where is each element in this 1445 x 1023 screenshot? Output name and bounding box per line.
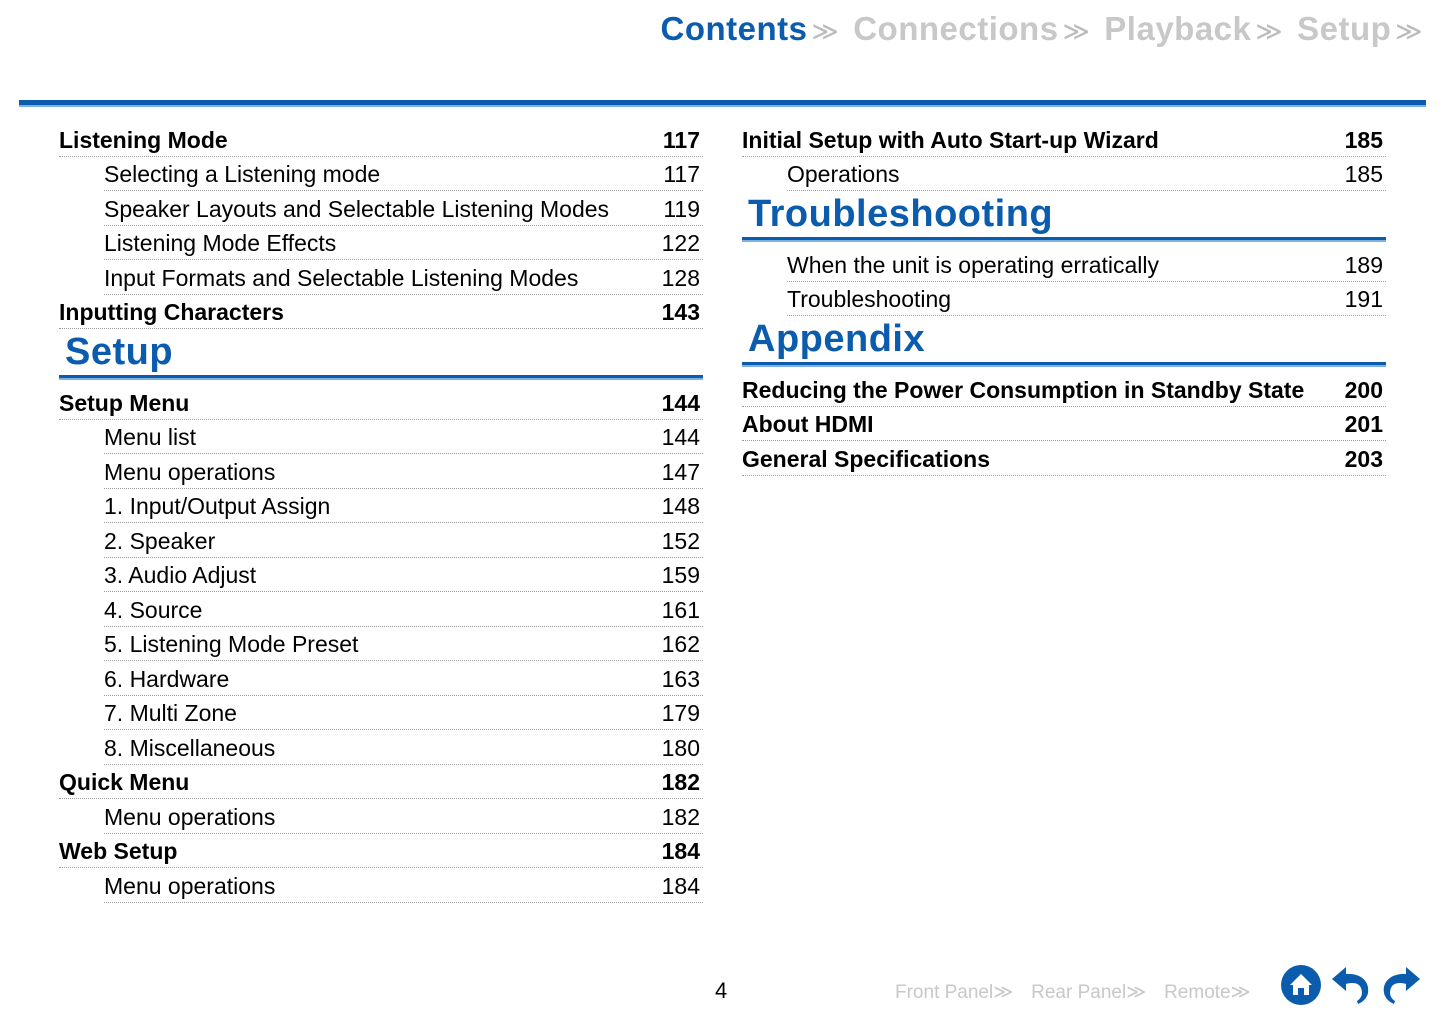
- toc-entry[interactable]: [104, 799, 703, 834]
- toc-entry-label: Input Formats and Selectable Listening Modes: [104, 264, 579, 291]
- toc-entry-label: Menu operations: [104, 872, 276, 899]
- toc-entry-label: 1. Input/Output Assign: [104, 493, 331, 519]
- toc-entry-page: 162: [661, 631, 700, 657]
- toc-entry-page: 119: [663, 195, 700, 222]
- section-heading-text: Setup: [65, 331, 174, 373]
- toc-entry-label: Initial Setup with Auto Start-up Wizard: [742, 126, 1159, 153]
- section-heading-text: Appendix: [748, 318, 926, 360]
- nav-tab-setup[interactable]: [1297, 10, 1423, 48]
- chevron-double-right-icon: ≫: [811, 16, 840, 46]
- chevron-double-right-icon: ≫: [1255, 16, 1284, 46]
- toc-entry-page: 203: [1344, 445, 1383, 472]
- toc-entry[interactable]: [59, 765, 703, 800]
- toc-entry[interactable]: [104, 157, 703, 192]
- toc-entry[interactable]: [742, 122, 1386, 157]
- toc-entry-label: Listening Mode Effects: [104, 230, 337, 256]
- nav-tab-label: Contents: [660, 10, 808, 47]
- toc-entry[interactable]: [59, 385, 703, 420]
- toc-entry[interactable]: [104, 523, 703, 558]
- toc-entry-page: 179: [661, 700, 700, 726]
- toc-entry[interactable]: [104, 260, 703, 295]
- toc-entry-label: Menu operations: [104, 458, 276, 485]
- toc-entry-page: 182: [661, 803, 700, 830]
- footer-link-label: Remote: [1164, 982, 1231, 1003]
- toc-entry-page: 182: [661, 769, 700, 795]
- toc-entry[interactable]: [104, 696, 703, 731]
- footer-icons: [1280, 964, 1422, 1006]
- toc-entry-page: 122: [661, 230, 700, 256]
- toc-entry-label: Selecting a Listening mode: [104, 161, 381, 187]
- toc-entry[interactable]: [104, 592, 703, 627]
- toc-entry-page: 163: [661, 665, 700, 692]
- toc-entry[interactable]: [104, 730, 703, 765]
- toc-entry-label: 7. Multi Zone: [104, 700, 237, 726]
- toc-entry[interactable]: [742, 372, 1386, 407]
- toc-entry-label: About HDMI: [742, 411, 874, 437]
- forward-icon[interactable]: [1380, 965, 1422, 1005]
- toc-entry-page: 180: [661, 734, 700, 761]
- nav-tab-label: Playback: [1104, 10, 1252, 47]
- toc-entry-page: 200: [1344, 376, 1383, 403]
- toc-entry-page: 159: [661, 562, 700, 588]
- toc-right-column: [742, 122, 1386, 476]
- toc-entry[interactable]: [104, 661, 703, 696]
- chevron-double-right-icon: ≫: [993, 982, 1014, 1003]
- footer-link-label: Front Panel: [895, 982, 994, 1003]
- toc-entry[interactable]: [59, 122, 703, 157]
- toc-entry-page: 148: [661, 493, 700, 519]
- toc-entry-page: 147: [661, 458, 700, 485]
- toc-entry-page: 185: [1344, 161, 1383, 187]
- toc-entry-label: Listening Mode: [59, 126, 228, 153]
- toc-entry-label: 3. Audio Adjust: [104, 562, 257, 588]
- toc-entry[interactable]: [59, 834, 703, 869]
- toc-entry-label: 8. Miscellaneous: [104, 734, 276, 761]
- toc-entry-label: Speaker Layouts and Selectable Listening Modes: [104, 195, 610, 222]
- toc-left-column: [59, 122, 703, 903]
- header-divider: [19, 100, 1426, 107]
- toc-entry-label: General Specifications: [742, 445, 990, 472]
- nav-tab-connections[interactable]: [853, 10, 1090, 48]
- toc-entry-page: 117: [662, 126, 700, 153]
- toc-entry[interactable]: [104, 454, 703, 489]
- footer-links: [895, 981, 1251, 1004]
- toc-entry-page: 161: [661, 596, 700, 623]
- toc-entry-label: 6. Hardware: [104, 665, 230, 692]
- toc-entry[interactable]: [742, 441, 1386, 476]
- chevron-double-right-icon: ≫: [1062, 16, 1091, 46]
- toc-entry-label: Setup Menu: [59, 389, 190, 416]
- toc-entry-label: Web Setup: [59, 838, 178, 864]
- toc-entry-page: 201: [1344, 411, 1383, 437]
- toc-entry-page: 184: [661, 872, 700, 899]
- chevron-double-right-icon: ≫: [1395, 16, 1423, 46]
- toc-entry[interactable]: [787, 247, 1386, 282]
- toc-entry-page: 143: [661, 299, 700, 325]
- top-navigation: [661, 10, 1424, 48]
- toc-entry[interactable]: [787, 282, 1386, 317]
- section-heading: [742, 191, 1386, 247]
- section-heading-text: Troubleshooting: [748, 193, 1054, 235]
- toc-entry-label: Menu list: [104, 424, 197, 450]
- toc-entry[interactable]: [742, 407, 1386, 442]
- toc-entry[interactable]: [104, 489, 703, 524]
- chevron-double-right-icon: ≫: [1126, 982, 1147, 1003]
- toc-entry-page: 144: [661, 389, 700, 416]
- toc-entry[interactable]: [104, 191, 703, 226]
- toc-entry-page: 128: [661, 264, 700, 291]
- toc-entry[interactable]: [104, 868, 703, 903]
- toc-entry[interactable]: [104, 558, 703, 593]
- footer-link[interactable]: [1031, 981, 1146, 1004]
- toc-entry-label: When the unit is operating erratically: [787, 251, 1160, 278]
- home-icon[interactable]: [1280, 964, 1322, 1006]
- toc-entry-label: 5. Listening Mode Preset: [104, 631, 359, 657]
- toc-entry-label: Troubleshooting: [787, 286, 952, 312]
- toc-entry[interactable]: [59, 295, 703, 330]
- back-icon[interactable]: [1330, 965, 1372, 1005]
- toc-entry-page: 152: [661, 527, 700, 554]
- toc-entry-page: 191: [1344, 286, 1383, 312]
- nav-tab-contents[interactable]: [661, 10, 840, 48]
- toc-entry-page: 144: [661, 424, 700, 450]
- toc-entry-label: Quick Menu: [59, 769, 190, 795]
- toc-entry[interactable]: [104, 627, 703, 662]
- toc-entry-label: 2. Speaker: [104, 527, 216, 554]
- toc-entry-page: 189: [1344, 251, 1383, 278]
- toc-entry-page: 117: [663, 161, 700, 187]
- chevron-double-right-icon: ≫: [1230, 982, 1251, 1003]
- nav-tab-label: Connections: [853, 10, 1059, 47]
- toc-entry-label: Operations: [787, 161, 900, 187]
- toc-entry-label: Menu operations: [104, 803, 276, 830]
- toc-entry-page: 185: [1344, 126, 1383, 153]
- footer-link[interactable]: [1164, 981, 1250, 1004]
- toc-entry[interactable]: [104, 420, 703, 455]
- footer-link[interactable]: [895, 981, 1013, 1004]
- nav-tab-label: Setup: [1297, 10, 1392, 47]
- toc-entry[interactable]: [104, 226, 703, 261]
- section-heading: [742, 316, 1386, 372]
- toc-entry-label: Inputting Characters: [59, 299, 284, 325]
- toc-entry[interactable]: [787, 157, 1386, 192]
- nav-tab-playback[interactable]: [1104, 10, 1283, 48]
- toc-entry-label: Reducing the Power Consumption in Standby State: [742, 376, 1305, 403]
- section-heading: [59, 329, 703, 385]
- toc-entry-page: 184: [661, 838, 700, 864]
- footer-link-label: Rear Panel: [1031, 982, 1127, 1003]
- page-number: 4: [715, 978, 728, 1003]
- toc-entry-label: 4. Source: [104, 596, 203, 623]
